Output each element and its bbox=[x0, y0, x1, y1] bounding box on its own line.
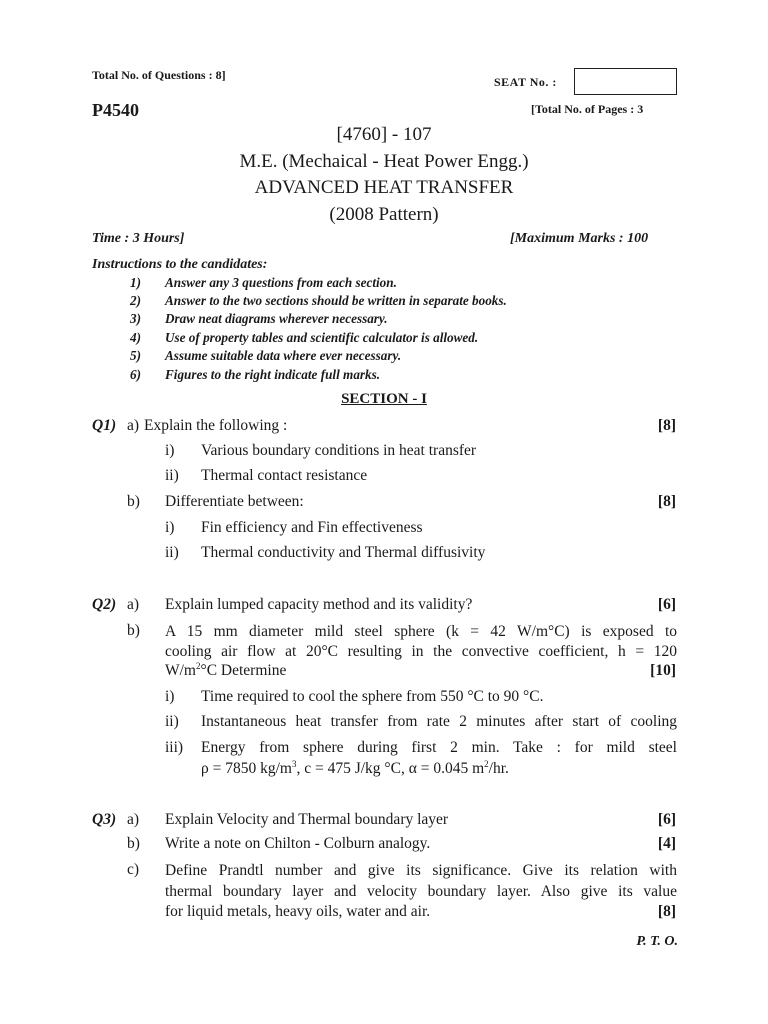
paper-code: P4540 bbox=[92, 100, 139, 120]
marks: [10] bbox=[650, 662, 676, 679]
pto-footer: P. T. O. bbox=[636, 934, 678, 949]
part-text-line: $W/m^2^\circ C$ Determine bbox=[165, 660, 287, 679]
pattern-title: (2008 Pattern) bbox=[329, 204, 439, 225]
sub-text: Fin efficiency and Fin effectiveness bbox=[201, 519, 423, 536]
sub-text: Instantaneous heat transfer from rate 2 minutes after start of cooling bbox=[201, 713, 677, 730]
part-text: Write a note on Chilton - Colburn analogy. bbox=[165, 835, 431, 852]
sub-num: ii) bbox=[165, 713, 179, 730]
sub-text: Energy from sphere during first 2 min. Take : for mild steel bbox=[201, 739, 677, 756]
total-questions: Total No. of Questions : 8] bbox=[92, 68, 226, 82]
sub-num: i) bbox=[165, 519, 175, 536]
marks: [8] bbox=[657, 903, 676, 920]
subject-title: ADVANCED HEAT TRANSFER bbox=[254, 177, 514, 198]
part-letter: c) bbox=[127, 861, 140, 878]
sub-text: Thermal contact resistance bbox=[201, 467, 368, 484]
part-text: Differentiate between: bbox=[165, 493, 304, 510]
sub-num: i) bbox=[165, 442, 175, 459]
instruction-num: 1) bbox=[130, 275, 141, 290]
part-letter: b) bbox=[127, 493, 140, 510]
marks: [6] bbox=[657, 811, 676, 828]
instructions-heading: Instructions to the candidates: bbox=[92, 257, 268, 272]
part-text-line: thermal boundary layer and velocity boundary layer. Also give its value bbox=[165, 883, 677, 900]
instruction-num: 5) bbox=[130, 348, 141, 363]
course-title: M.E. (Mechaical - Heat Power Engg.) bbox=[239, 151, 529, 172]
instruction-text: Use of property tables and scientific calculator is allowed. bbox=[165, 330, 479, 345]
instruction-num: 4) bbox=[130, 330, 141, 345]
question-label-q3: Q3) bbox=[92, 811, 117, 828]
part-text: Explain Velocity and Thermal boundary layer bbox=[165, 811, 449, 828]
marks: [8] bbox=[657, 493, 676, 510]
max-marks: [Maximum Marks : 100 bbox=[510, 231, 649, 246]
instruction-num: 6) bbox=[130, 367, 141, 382]
question-label-q2: Q2) bbox=[92, 596, 117, 613]
part-letter: a) bbox=[127, 417, 140, 434]
part-letter: a) bbox=[127, 811, 140, 828]
sub-num: ii) bbox=[165, 467, 179, 484]
time-label: Time : 3 Hours] bbox=[92, 231, 185, 246]
sub-text-line2: ρ = 7850 $kg/m^3$, c = 475 J/kg °C, α = 0.045 $m^2/hr$. bbox=[201, 758, 509, 777]
part-letter: b) bbox=[127, 622, 140, 639]
marks: [4] bbox=[657, 835, 676, 852]
sub-text: Time required to cool the sphere from 550 °C to 90 °C. bbox=[201, 688, 544, 705]
sub-text: Thermal conductivity and Thermal diffusivity bbox=[201, 544, 486, 561]
instruction-text: Draw neat diagrams wherever necessary. bbox=[165, 311, 388, 326]
marks: [6] bbox=[657, 596, 676, 613]
sub-num: iii) bbox=[165, 739, 184, 756]
marks: [8] bbox=[657, 417, 676, 434]
seat-number-box[interactable] bbox=[574, 68, 677, 95]
instruction-num: 3) bbox=[130, 311, 141, 326]
part-text: Explain the following : bbox=[144, 417, 288, 434]
instruction-text: Figures to the right indicate full marks. bbox=[165, 367, 381, 382]
part-text: Explain lumped capacity method and its validity? bbox=[165, 596, 473, 613]
part-letter: b) bbox=[127, 835, 140, 852]
sub-text: Various boundary conditions in heat transfer bbox=[201, 442, 477, 459]
instruction-text: Answer to the two sections should be written in separate books. bbox=[165, 293, 507, 308]
part-letter: a) bbox=[127, 596, 140, 613]
part-text-line: A 15 mm diameter mild steel sphere (k = 42 W/m°C) is exposed to bbox=[165, 623, 677, 640]
exam-code: [4760] - 107 bbox=[336, 124, 432, 145]
section-heading: SECTION - I bbox=[341, 391, 427, 407]
sub-num: ii) bbox=[165, 544, 179, 561]
part-text-line: cooling air flow at 20°C resulting in the convective coefficient, h = 120 bbox=[165, 643, 677, 660]
instruction-text: Answer any 3 questions from each section. bbox=[165, 275, 397, 290]
part-text-line: for liquid metals, heavy oils, water and air. bbox=[165, 903, 431, 920]
total-pages: [Total No. of Pages : 3 bbox=[531, 102, 644, 116]
sub-num: i) bbox=[165, 688, 175, 705]
part-text-line: Define Prandtl number and give its significance. Give its relation with bbox=[165, 862, 677, 879]
instruction-num: 2) bbox=[130, 293, 141, 308]
seat-label: SEAT No. : bbox=[494, 75, 557, 89]
question-label-q1: Q1) bbox=[92, 417, 117, 434]
instruction-text: Assume suitable data where ever necessary. bbox=[165, 348, 402, 363]
